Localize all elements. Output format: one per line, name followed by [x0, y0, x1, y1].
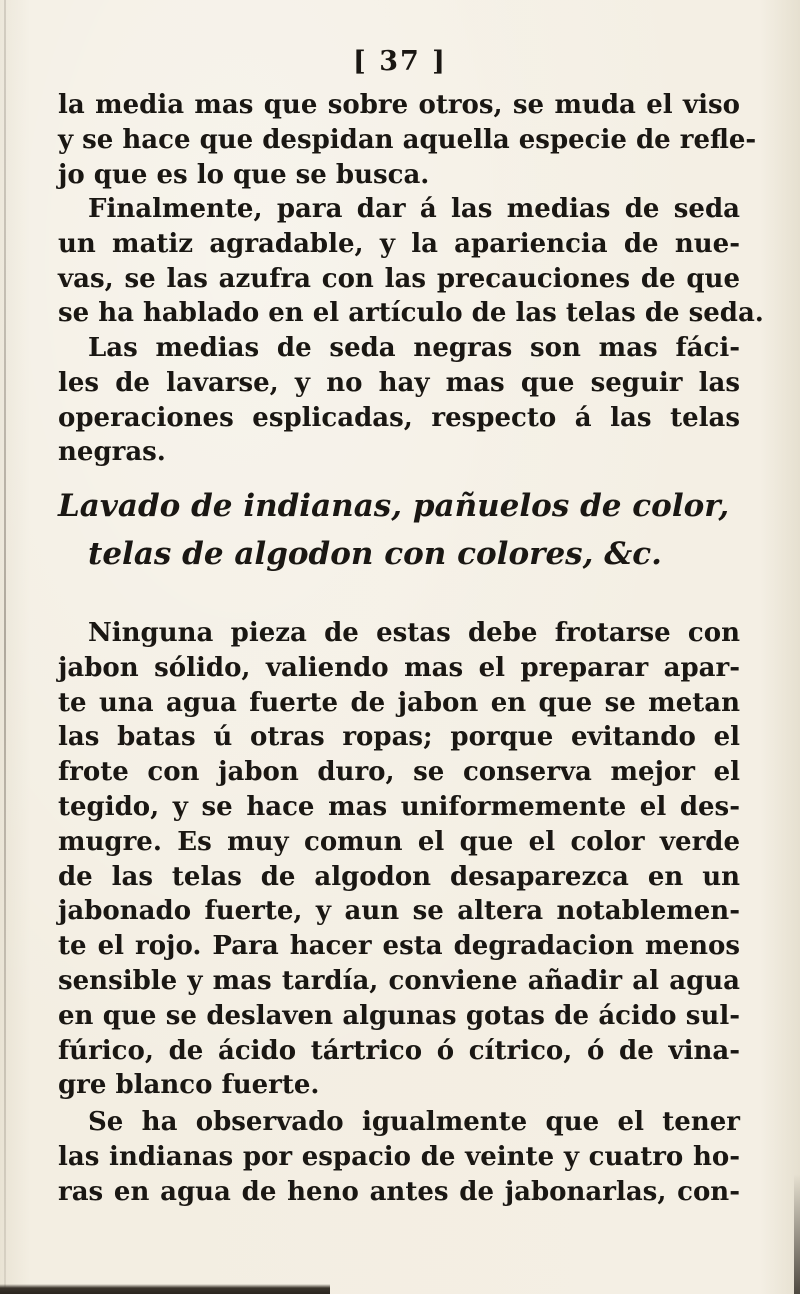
- text-line: Se ha observado igualmente que el tener: [88, 1107, 740, 1137]
- text-line: Las medias de seda negras son mas fáci-: [88, 333, 740, 363]
- text-line: te una agua fuerte de jabon en que se metan: [58, 687, 740, 718]
- text-line: las indianas por espacio de veinte y cuatro ho-: [58, 1141, 740, 1172]
- text-line: jo que es lo que se busca.: [58, 159, 430, 190]
- text-line: jabonado fuerte, y aun se altera notablemen-: [58, 896, 740, 927]
- text-line: de las telas de algodon desaparezca en un: [58, 861, 740, 892]
- text-line: te el rojo. Para hacer esta degradacion menos: [58, 931, 740, 962]
- page-number: [ 37 ]: [353, 46, 447, 77]
- text-line: las batas ú otras ropas; porque evitando el: [58, 722, 740, 753]
- text-line: un matiz agradable, y la apariencia de nue-: [58, 228, 740, 259]
- page-binding-edge: [4, 0, 6, 1294]
- heading-line: telas de algodon con colores, &c.: [88, 536, 662, 572]
- text-line: gre blanco fuerte.: [58, 1070, 320, 1101]
- bottom-edge-shadow: [0, 1284, 330, 1294]
- text-line: y se hace que despidan aquella especie de refle-: [58, 124, 757, 155]
- paragraph-se-ha-observado: [58, 1105, 740, 1209]
- paragraph-finalmente: [58, 192, 764, 331]
- text-line: tegido, y se hace mas uniformemente el des-: [58, 791, 740, 822]
- paragraph-continuation: [58, 88, 757, 192]
- section-heading: [58, 482, 758, 578]
- text-line: mugre. Es muy comun el que el color verde: [58, 826, 740, 857]
- text-line: les de lavarse, y no hay mas que seguir las: [58, 367, 740, 398]
- text-line: Finalmente, para dar á las medias de seda: [88, 194, 740, 224]
- text-line: en que se deslaven algunas gotas de ácido sul-: [58, 1000, 740, 1031]
- text-line: ras en agua de heno antes de jabonarlas, con-: [58, 1176, 740, 1207]
- text-line: jabon sólido, valiendo mas el preparar apar-: [58, 652, 740, 683]
- text-line: Ninguna pieza de estas debe frotarse con: [88, 618, 740, 648]
- right-edge-shadow: [794, 1174, 800, 1294]
- paragraph-medias-negras: [58, 331, 740, 470]
- text-line: sensible y mas tardía, conviene añadir al agua: [58, 965, 740, 996]
- text-line: la media mas que sobre otros, se muda el viso: [58, 90, 740, 120]
- text-line: se ha hablado en el artículo de las telas de seda.: [58, 298, 764, 329]
- text-line: operaciones esplicadas, respecto á las telas: [58, 402, 740, 433]
- paragraph-ninguna-pieza: [58, 616, 740, 1103]
- text-line: frote con jabon duro, se conserva mejor el: [58, 757, 740, 788]
- heading-line: Lavado de indianas, pañuelos de color,: [58, 488, 730, 524]
- text-line: negras.: [58, 437, 166, 468]
- text-line: vas, se las azufra con las precauciones de que: [58, 263, 740, 294]
- text-line: fúrico, de ácido tártrico ó cítrico, ó de vina-: [58, 1035, 740, 1066]
